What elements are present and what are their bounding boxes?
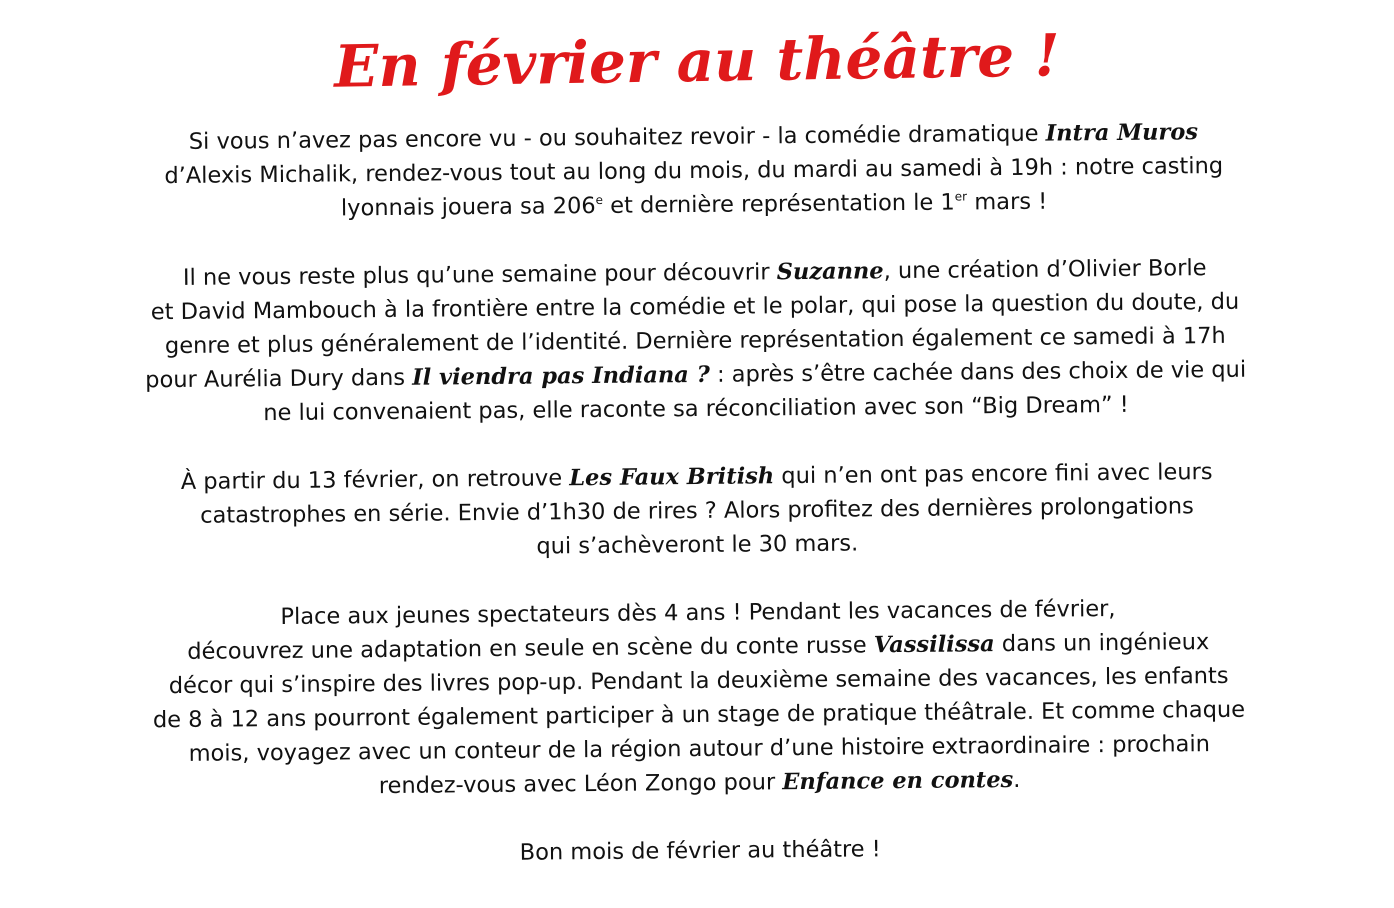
text-line: Place aux jeunes spectateurs dès 4 ans ! Pendant les vacances de février, — [280, 595, 1116, 631]
superscript: er — [954, 189, 968, 204]
newsletter-body — [36, 114, 1357, 908]
text-line: qui s’achèveront le 30 mars. — [536, 530, 859, 560]
paragraph-suzanne — [38, 250, 1354, 433]
text-line: lyonnais jouera sa 206e et dernière représentation le 1er mars ! — [340, 188, 1048, 222]
paragraph-faux-british — [40, 454, 1355, 569]
show-title-il-viendra-pas-indiana: Il viendra pas Indiana ? — [412, 361, 710, 391]
show-title-vassilissa: Vassilissa — [873, 631, 995, 659]
paragraph-intra-muros — [36, 114, 1351, 229]
text-line: et David Mambouch à la frontière entre la comédie et le polar, qui pose la question du doute, du — [150, 288, 1240, 326]
page-title: En février au théâtre ! — [333, 21, 1061, 101]
text-line: Bon mois de février au théâtre ! — [519, 836, 881, 866]
text-line: mois, voyagez avec un conteur de la région autour d’une histoire extraordinaire : prochain — [188, 731, 1211, 767]
paragraph-jeune-public — [41, 590, 1357, 807]
text-line: ne lui convenaient pas, elle raconte sa réconciliation avec son “Big Dream” ! — [263, 391, 1129, 427]
text-line: catastrophes en série. Envie d’1h30 de rires ? Alors profitez des dernières prolongations — [200, 493, 1194, 529]
closing-line — [43, 828, 1357, 875]
text-line: de 8 à 12 ans pourront également participer à un stage de pratique théâtrale. Et comme chaque — [152, 696, 1246, 734]
show-title-suzanne: Suzanne — [776, 258, 884, 286]
text-line: À partir du 13 février, on retrouve Les Faux British qui n’en ont pas encore fini avec leurs — [180, 459, 1213, 495]
text-line: décor qui s’inspire des livres pop-up. Pendant la deuxième semaine des vacances, les enfants — [168, 662, 1229, 700]
text-line: genre et plus généralement de l’identité. Dernière représentation également ce samedi à 17h — [164, 322, 1226, 360]
show-title-intra-muros: Intra Muros — [1045, 119, 1199, 147]
text-line: rendez-vous avec Léon Zongo pour Enfance en contes. — [378, 766, 1021, 800]
show-title-enfance-en-contes: Enfance en contes — [782, 766, 1014, 796]
text-line: Si vous n’avez pas encore vu - ou souhaitez revoir - la comédie dramatique Intra Muros — [188, 119, 1199, 155]
text-line: d’Alexis Michalik, rendez-vous tout au long du mois, du mardi au samedi à 19h : notre casting — [164, 152, 1224, 190]
show-title-les-faux-british: Les Faux British — [569, 463, 775, 492]
text-line: Il ne vous reste plus qu’une semaine pour découvrir Suzanne, une création d’Olivier Borle — [182, 255, 1207, 291]
text-line: découvrez une adaptation en seule en scène du conte russe Vassilissa dans un ingénieux — [187, 629, 1210, 665]
text-line: pour Aurélia Dury dans Il viendra pas Indiana ? : après s’être cachée dans des choix de vie qui — [145, 356, 1247, 394]
superscript: e — [595, 192, 604, 207]
